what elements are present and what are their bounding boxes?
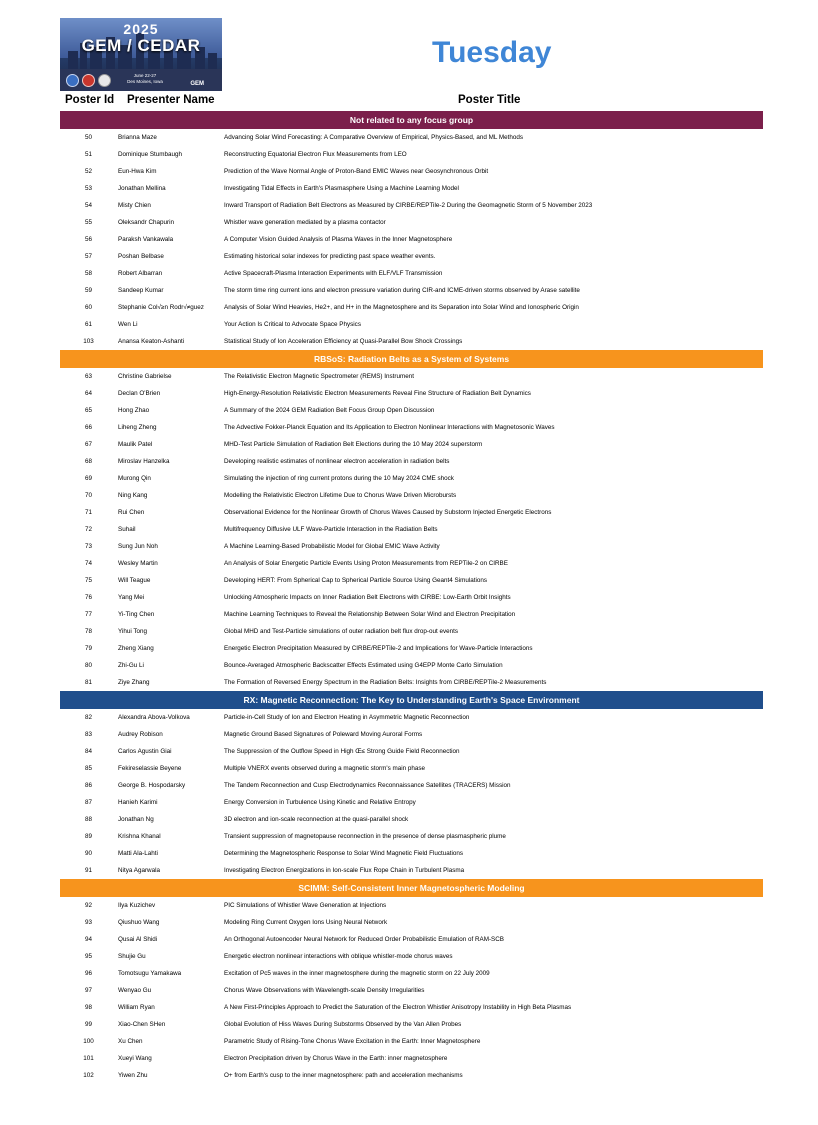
poster-id: 91 (84, 867, 92, 874)
poster-id: 59 (84, 287, 92, 294)
poster-title: Global Evolution of Hiss Waves During Substorms Observed by the Van Allen Probes (224, 1021, 462, 1028)
table-row (60, 538, 763, 555)
sponsor-seal-icon (98, 74, 111, 87)
poster-title: Investigating Tidal Effects in Earth's Plasmasphere Using a Machine Learning Model (224, 185, 459, 192)
presenter-name: William Ryan (118, 1004, 155, 1011)
poster-id: 98 (84, 1004, 92, 1011)
section-header: SCIMM: Self-Consistent Inner Magnetospheric Modeling (60, 879, 763, 897)
presenter-name: Anansa Keaton-Ashanti (118, 338, 185, 345)
presenter-name: Qusai Al Shidi (118, 936, 158, 943)
table-row (60, 948, 763, 965)
presenter-name: Alexandra Abova-Volkova (118, 714, 190, 721)
table-row (60, 419, 763, 436)
poster-id: 70 (84, 492, 92, 499)
poster-id: 84 (84, 748, 92, 755)
poster-id: 88 (84, 816, 92, 823)
presenter-name: Wen Li (118, 321, 138, 328)
table-row (60, 453, 763, 470)
presenter-name: Shujie Gu (118, 953, 146, 960)
poster-title: The Tandem Reconnection and Cusp Electrodynamics Reconnaissance Satellites (TRACERS) Mission (224, 782, 511, 789)
section-header: Not related to any focus group (60, 111, 763, 129)
presenter-name: Zheng Xiang (118, 645, 154, 652)
poster-title: O+ from Earth's cusp to the inner magnetosphere: path and acceleration mechanisms (224, 1072, 463, 1079)
poster-title: MHD-Test Particle Simulation of Radiation Belt Elections during the 10 May 2024 superstorm (224, 441, 483, 448)
poster-id: 72 (84, 526, 92, 533)
poster-id: 54 (84, 202, 92, 209)
poster-title: Investigating Electron Energizations in Ion-scale Flux Rope Chain in Turbulent Plasma (224, 867, 465, 874)
poster-id: 73 (84, 543, 92, 550)
table-row (60, 914, 763, 931)
table-row (60, 674, 763, 691)
table-row (60, 333, 763, 350)
table-row (60, 1016, 763, 1033)
poster-id: 60 (84, 304, 92, 311)
poster-schedule-page (60, 18, 763, 1084)
poster-title: Particle-in-Cell Study of Ion and Electron Heating in Asymmetric Magnetic Reconnection (224, 714, 470, 721)
table-row (60, 231, 763, 248)
poster-title: Prediction of the Wave Normal Angle of Proton-Band EMIC Waves near Geosynchronous Orbit (224, 168, 489, 175)
poster-title: PIC Simulations of Whistler Wave Generation at Injections (224, 902, 387, 909)
presenter-name: Wenyao Gu (118, 987, 152, 994)
presenter-name: Ilya Kuzichev (118, 902, 156, 909)
poster-id: 78 (84, 628, 92, 635)
poster-title: The Suppression of the Outflow Speed in High Œ≤ Strong Guide Field Reconnection (224, 748, 460, 755)
presenter-name: Miroslav Hanzelka (118, 458, 170, 465)
presenter-name: Poshan Belbase (118, 253, 164, 260)
presenter-name: Jonathan Ng (118, 816, 154, 823)
presenter-name: Yang Mei (118, 594, 145, 601)
poster-title: Estimating historical solar indexes for predicting past space weather events. (224, 253, 436, 260)
poster-title: High-Energy-Resolution Relativistic Electron Measurements Reveal Fine Structure of Radiation Belt Dynamics (224, 390, 531, 397)
presenter-name: Krishna Khanal (118, 833, 161, 840)
poster-id: 102 (83, 1072, 94, 1079)
table-row (60, 197, 763, 214)
poster-title: Global MHD and Test-Particle simulations of outer radiation belt flux drop-out events (224, 628, 459, 635)
table-row (60, 1067, 763, 1084)
section-header: RX: Magnetic Reconnection: The Key to Understanding Earth's Space Environment (60, 691, 763, 709)
poster-title: Determining the Magnetospheric Response to Solar Wind Magnetic Field Fluctuations (224, 850, 464, 857)
table-row (60, 862, 763, 879)
table-row (60, 180, 763, 197)
poster-title: Simulating the injection of ring current protons during the 10 May 2024 CME shock (224, 475, 454, 482)
poster-id: 97 (84, 987, 92, 994)
presenter-name: Maulik Patel (118, 441, 153, 448)
poster-id: 83 (84, 731, 92, 738)
presenter-name: Suhail (118, 526, 136, 533)
poster-title: Modelling the Relativistic Electron Lifetime Due to Chorus Wave Driven Microbursts (224, 492, 457, 499)
poster-title: Multifrequency Diffusive ULF Wave-Particle Interaction in the Radiation Belts (224, 526, 438, 533)
presenter-name: Xueyi Wang (118, 1055, 152, 1062)
poster-title: The Formation of Reversed Energy Spectrum in the Radiation Belts: Insights from CIRBE/REPTile-2 Measurements (224, 679, 547, 686)
presenter-name: Yihui Tong (118, 628, 148, 635)
presenter-name: Paraksh Vankawala (118, 236, 174, 243)
logo-year: 2025 (123, 21, 159, 37)
table-row (60, 129, 763, 146)
poster-title: Developing HERT: From Spherical Cap to Spherical Particle Source Using Geant4 Simulations (224, 577, 488, 584)
presenter-name: Ziye Zhang (118, 679, 150, 686)
table-row (60, 402, 763, 419)
poster-title: Statistical Study of Ion Acceleration Efficiency at Quasi-Parallel Bow Shock Crossings (224, 338, 463, 345)
poster-title: Parametric Study of Rising-Tone Chorus Wave Excitation in the Earth: Inner Magnetosphere (224, 1038, 481, 1045)
table-row (60, 931, 763, 948)
table-row (60, 265, 763, 282)
column-header-title: Poster Title (458, 94, 521, 106)
poster-title: Machine Learning Techniques to Reveal the Relationship Between Solar Wind and Electron Precipitation (224, 611, 516, 618)
presenter-name: Fekireselassie Beyene (118, 765, 182, 772)
presenter-name: Liheng Zheng (118, 424, 157, 431)
logo-title: GEM / CEDAR (81, 36, 201, 55)
presenter-name: Brianna Maze (118, 134, 157, 141)
poster-id: 92 (84, 902, 92, 909)
table-row (60, 385, 763, 402)
table-row (60, 1033, 763, 1050)
table-row (60, 760, 763, 777)
poster-table (60, 111, 763, 1084)
poster-id: 52 (84, 168, 92, 175)
poster-title: A Machine Learning-Based Probabilistic Model for Global EMIC Wave Activity (224, 543, 440, 550)
poster-title: Modeling Ring Current Oxygen Ions Using Neural Network (224, 919, 388, 926)
poster-title: Observational Evidence for the Nonlinear Growth of Chorus Waves Caused by Substorm Injected Energetic Electrons (224, 509, 552, 516)
table-row (60, 470, 763, 487)
poster-id: 75 (84, 577, 92, 584)
poster-id: 80 (84, 662, 92, 669)
poster-id: 64 (84, 390, 92, 397)
table-row (60, 504, 763, 521)
poster-id: 90 (84, 850, 92, 857)
table-row (60, 368, 763, 385)
table-row (60, 828, 763, 845)
poster-id: 61 (84, 321, 92, 328)
poster-title: Energetic electron nonlinear interactions with oblique whistler-mode chorus waves (224, 953, 453, 960)
table-row (60, 299, 763, 316)
poster-title: A New First-Principles Approach to Predict the Saturation of the Electron Whistler Anisotropy Instability in High Beta Plasmas (224, 1004, 572, 1011)
poster-title: Chorus Wave Observations with Wavelength-scale Density Irregularities (224, 987, 425, 994)
table-row (60, 1050, 763, 1067)
presenter-name: Robert Albarran (118, 270, 163, 277)
column-header-id: Poster Id (65, 94, 115, 106)
table-row (60, 897, 763, 914)
poster-title: Excitation of Pc5 waves in the inner magnetosphere during the magnetic storm on 22 July 2009 (224, 970, 490, 977)
presenter-name: Misty Chien (118, 202, 151, 209)
table-row (60, 811, 763, 828)
poster-id: 103 (83, 338, 94, 345)
table-row (60, 163, 763, 180)
poster-id: 53 (84, 185, 92, 192)
presenter-name: Zhi-Gu Li (118, 662, 144, 669)
poster-id: 99 (84, 1021, 92, 1028)
poster-id: 57 (84, 253, 92, 260)
presenter-name: Oleksandr Chapurin (118, 219, 175, 226)
table-row (60, 999, 763, 1016)
poster-title: Electron Precipitation driven by Chorus Wave in the Earth: inner magnetosphere (224, 1055, 448, 1062)
table-row (60, 436, 763, 453)
column-header-presenter: Presenter Name (127, 94, 215, 106)
presenter-name: Yiwen Zhu (118, 1072, 148, 1079)
gem-cedar-logo (60, 18, 222, 91)
poster-id: 66 (84, 424, 92, 431)
sponsor-seal-icon (82, 74, 95, 87)
presenter-name: Qiushuo Wang (118, 919, 160, 926)
table-row (60, 606, 763, 623)
poster-title: Magnetic Ground Based Signatures of Poleward Moving Auroral Forms (224, 731, 423, 738)
poster-title: The Advective Fokker-Planck Equation and Its Application to Electron Nonlinear Interactions with Magnetosonic Waves (224, 424, 555, 431)
table-row (60, 316, 763, 333)
table-row (60, 794, 763, 811)
column-headers (60, 92, 763, 111)
table-row (60, 248, 763, 265)
table-row (60, 777, 763, 794)
poster-id: 76 (84, 594, 92, 601)
presenter-name: Sung Jun Noh (118, 543, 158, 550)
poster-id: 94 (84, 936, 92, 943)
presenter-name: Hanieh Karimi (118, 799, 158, 806)
poster-title: Reconstructing Equatorial Electron Flux Measurements from LEO (224, 151, 407, 158)
table-row (60, 521, 763, 538)
poster-id: 50 (84, 134, 92, 141)
poster-id: 87 (84, 799, 92, 806)
poster-id: 51 (84, 151, 92, 158)
table-row (60, 845, 763, 862)
presenter-name: Yi-Ting Chen (118, 611, 155, 618)
presenter-name: Murong Qin (118, 475, 151, 482)
poster-title: A Summary of the 2024 GEM Radiation Belt Focus Group Open Discussion (224, 407, 435, 414)
poster-id: 95 (84, 953, 92, 960)
poster-title: Developing realistic estimates of nonlinear electron acceleration in radiation belts (224, 458, 450, 465)
poster-title: Transient suppression of magnetopause reconnection in the presence of dense plasmaspheric plume (224, 833, 506, 840)
poster-title: Your Action Is Critical to Advocate Space Physics (224, 321, 361, 328)
poster-title: Analysis of Solar Wind Heavies, He2+, and H+ in the Magnetosphere and its Separation into Solar Wind and Ionospheric Origin (224, 304, 579, 311)
table-row (60, 726, 763, 743)
poster-id: 101 (83, 1055, 94, 1062)
header (60, 18, 763, 92)
poster-id: 85 (84, 765, 92, 772)
presenter-name: Dominique Stumbaugh (118, 151, 183, 158)
poster-id: 67 (84, 441, 92, 448)
table-row (60, 487, 763, 504)
poster-title: Inward Transport of Radiation Belt Electrons as Measured by CIRBE/REPTile-2 During the Geomagnetic Storm of 5 November 2023 (224, 202, 593, 209)
poster-id: 69 (84, 475, 92, 482)
presenter-name: Xu Chen (118, 1038, 143, 1045)
table-row (60, 965, 763, 982)
presenter-name: Jonathan Mellina (118, 185, 166, 192)
presenter-name: Tomotsugu Yamakawa (118, 970, 182, 977)
table-row (60, 623, 763, 640)
presenter-name: Christine Gabrielse (118, 373, 172, 380)
poster-id: 68 (84, 458, 92, 465)
poster-id: 63 (84, 373, 92, 380)
poster-id: 77 (84, 611, 92, 618)
table-row (60, 640, 763, 657)
table-row (60, 282, 763, 299)
presenter-name: Stephanie Col√≥n Rodr√≠guez (118, 304, 204, 311)
table-row (60, 589, 763, 606)
presenter-name: Xiao-Chen SHen (118, 1021, 166, 1028)
presenter-name: Wesley Martin (118, 560, 158, 567)
day-title: Tuesday (432, 36, 552, 69)
presenter-name: Sandeep Kumar (118, 287, 164, 294)
poster-title: A Computer Vision Guided Analysis of Plasma Waves in the Inner Magnetosphere (224, 236, 453, 243)
table-row (60, 572, 763, 589)
presenter-name: Audrey Robison (118, 731, 163, 738)
logo-dates: June 22-27 Des Moines, Iowa (127, 73, 163, 84)
presenter-name: Ning Kang (118, 492, 148, 499)
presenter-name: Nitya Agarwala (118, 867, 160, 874)
presenter-name: Matti Ala-Lahti (118, 850, 158, 857)
poster-title: Energy Conversion in Turbulence Using Kinetic and Relative Entropy (224, 799, 416, 806)
poster-id: 55 (84, 219, 92, 226)
table-row (60, 709, 763, 726)
poster-title: Advancing Solar Wind Forecasting: A Comparative Overview of Empirical, Physics-Based, and ML Methods (224, 134, 523, 141)
poster-id: 96 (84, 970, 92, 977)
poster-title: Energetic Electron Precipitation Measured by CIRBE/REPTile-2 and Implications for Wave-Particle Interactions (224, 645, 533, 652)
poster-id: 58 (84, 270, 92, 277)
presenter-name: Rui Chen (118, 509, 145, 516)
poster-id: 56 (84, 236, 92, 243)
table-row (60, 743, 763, 760)
poster-title: An Orthogonal Autoencoder Neural Network for Reduced Order Probabilistic Emulation of RAM-SCB (224, 936, 504, 943)
poster-id: 71 (84, 509, 92, 516)
poster-id: 93 (84, 919, 92, 926)
poster-title: The storm time ring current ions and electron pressure variation during CIR-and ICME-driven storms observed by Arase satellite (224, 287, 580, 294)
poster-title: Multiple VNERX events observed during a magnetic storm's main phase (224, 765, 426, 772)
poster-title: An Analysis of Solar Energetic Particle Events Using Proton Measurements from REPTile-2 on CIRBE (224, 560, 508, 567)
presenter-name: Carlos Agustin Giai (118, 748, 172, 755)
table-row (60, 982, 763, 999)
poster-title: The Relativistic Electron Magnetic Spectrometer (REMS) Instrument (224, 373, 415, 380)
table-row (60, 146, 763, 163)
presenter-name: George B. Hospodarsky (118, 782, 186, 789)
poster-id: 86 (84, 782, 92, 789)
gem-mark: GEM (190, 81, 204, 87)
poster-title: Unlocking Atmospheric Impacts on Inner Radiation Belt Electrons with CIRBE: Low-Earth Orbit Insights (224, 594, 511, 601)
poster-id: 65 (84, 407, 92, 414)
poster-id: 81 (84, 679, 92, 686)
poster-title: 3D electron and ion-scale reconnection at the quasi-parallel shock (224, 816, 409, 823)
table-row (60, 214, 763, 231)
poster-id: 100 (83, 1038, 94, 1045)
poster-id: 74 (84, 560, 92, 567)
poster-id: 89 (84, 833, 92, 840)
poster-title: Bounce-Averaged Atmospheric Backscatter Effects Estimated using G4EPP Monte Carlo Simulation (224, 662, 503, 669)
presenter-name: Hong Zhao (118, 407, 150, 414)
presenter-name: Will Teague (118, 577, 151, 584)
presenter-name: Eun-Hwa Kim (118, 168, 157, 175)
poster-title: Whistler wave generation mediated by a plasma contactor (224, 219, 386, 226)
presenter-name: Declan O'Brien (118, 390, 161, 397)
section-header: RBSoS: Radiation Belts as a System of Systems (60, 350, 763, 368)
poster-id: 79 (84, 645, 92, 652)
sponsor-seal-icon (66, 74, 79, 87)
poster-id: 82 (84, 714, 92, 721)
poster-title: Active Spacecraft-Plasma Interaction Experiments with ELF/VLF Transmission (224, 270, 443, 277)
table-row (60, 555, 763, 572)
table-row (60, 657, 763, 674)
